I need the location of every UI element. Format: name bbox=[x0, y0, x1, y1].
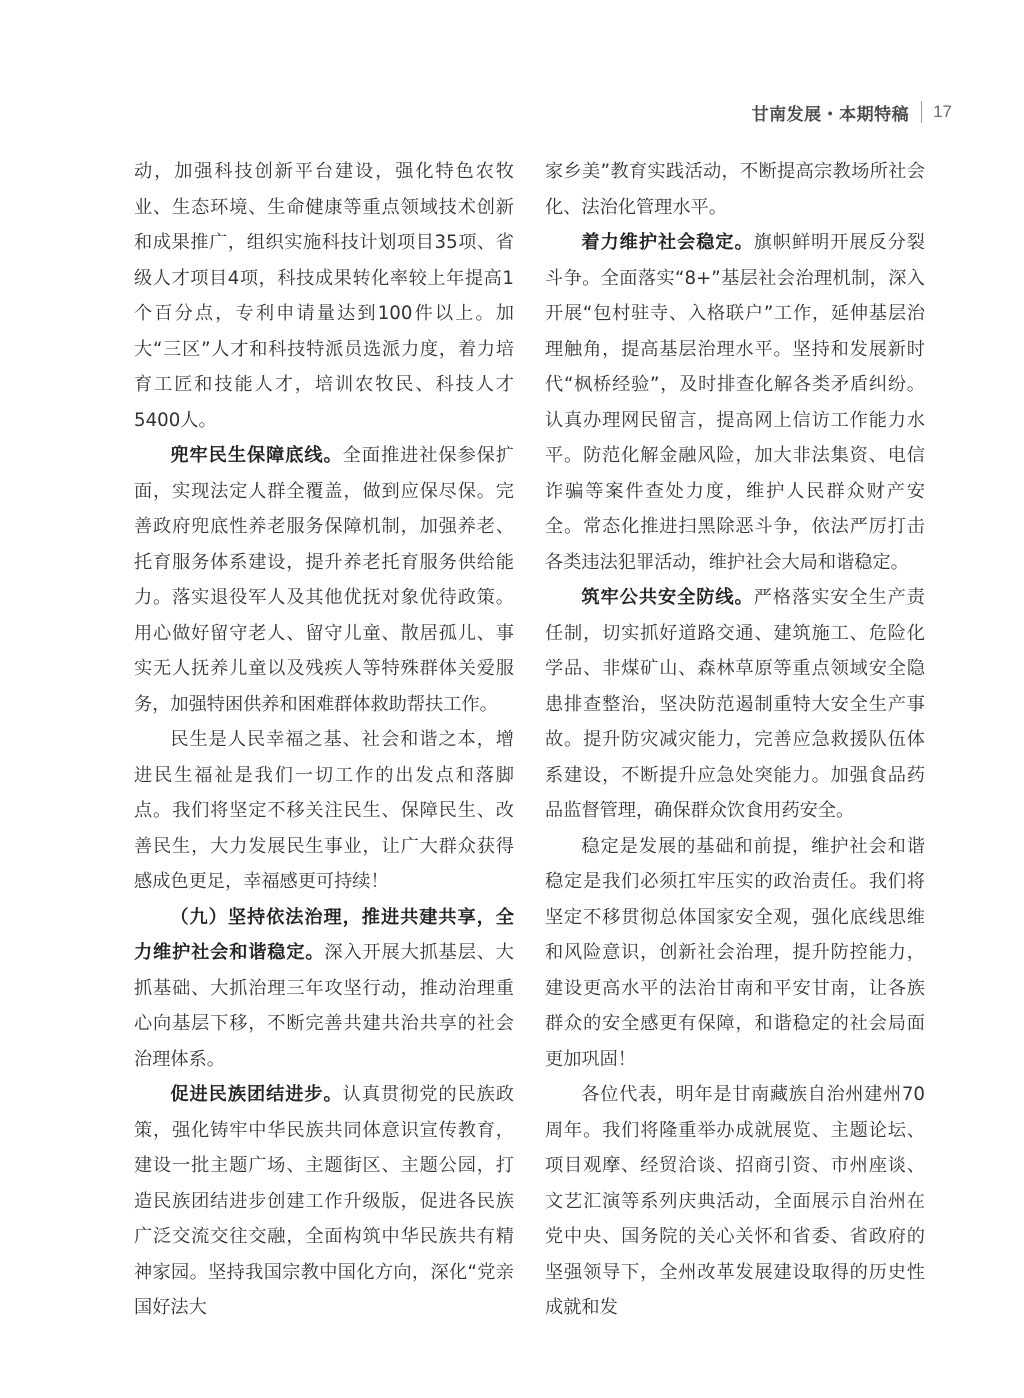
paragraph-livelihood-summary: 民生是人民幸福之基、社会和谐之本，增进民生福祉是我们一切工作的出发点和落脚点。我们将坚定不移关注民生、保障民生、改善民生，大力发展民生事业，让广大群众获得感成色更足，幸福感更可持续！ bbox=[134, 729, 514, 892]
paragraph-body: 深入开展大抓基层、大抓基础、大抓治理三年攻坚行动，推动治理重心向基层下移，不断完善共建共治共享的社会治理体系。 bbox=[134, 942, 514, 1070]
paragraph-anniversary: 各位代表，明年是甘南藏族自治州建州70周年。我们将隆重举办成就展览、主题论坛、项目观摩、经贸洽谈、招商引资、市州座谈、文艺汇演等系列庆典活动，全面展示自治州在党中央、国务院的关心关怀和省委、省政府的坚强领导下，全州改革发展建设取得的历史性成就和发 bbox=[545, 1084, 925, 1318]
paragraph-lead: 着力维护社会稳定。 bbox=[581, 232, 754, 253]
section-title: 甘南发展・本期特稿 bbox=[751, 104, 910, 125]
right-column bbox=[545, 154, 925, 1326]
paragraph-stability-summary: 稳定是发展的基础和前提，维护社会和谐稳定是我们必须扛牢压实的政治责任。我们将坚定不移贯彻总体国家安全观，强化底线思维和风险意识，创新社会治理，提升防控能力，建设更高水平的法治甘南和平安甘南，让各族群众的安全感更有保障，和谐稳定的社会局面更加巩固！ bbox=[545, 835, 925, 1070]
paragraph-body: 旗帜鲜明开展反分裂斗争。全面落实“8+”基层社会治理机制，深入开展“包村驻寺、入格联户”工作，延伸基层治理触角，提高基层治理水平。坚持和发展新时代“枫桥经验”，及时排查化解各类矛盾纠纷。认真办理网民留言，提高网上信访工作能力水平。防范化解金融风险，加大非法集资、电信诈骗等案件查处力度，维护人民群众财产安全。常态化推进扫黑除恶斗争，依法严厉打击各类违法犯罪活动，维护社会大局和谐稳定。 bbox=[545, 232, 925, 573]
paragraph-public-safety bbox=[545, 580, 925, 829]
page-number: 17 bbox=[933, 102, 952, 121]
left-column bbox=[134, 154, 514, 1326]
running-header bbox=[752, 98, 952, 126]
paragraph-lead: 筑牢公共安全防线。 bbox=[581, 587, 754, 608]
paragraph-social-stability bbox=[545, 225, 925, 580]
header-divider bbox=[921, 101, 922, 123]
paragraph-continued: 家乡美”教育实践活动，不断提高宗教场所社会化、法治化管理水平。 bbox=[545, 161, 925, 218]
paragraph-lead: 兜牢民生保障底线。 bbox=[170, 445, 343, 466]
paragraph-lead: 促进民族团结进步。 bbox=[170, 1084, 343, 1105]
paragraph-body: 严格落实安全生产责任制，切实抓好道路交通、建筑施工、危险化学品、非煤矿山、森林草原等重点领域安全隐患排查整治，坚决防范遏制重特大安全生产事故。提升防灾减灾能力，完善应急救援队伍体系建设，不断提升应急处突能力。加强食品药品监督管理，确保群众饮食用药安全。 bbox=[545, 587, 925, 821]
paragraph-body: 认真贯彻党的民族政策，强化铸牢中华民族共同体意识宣传教育，建设一批主题广场、主题街区、主题公园，打造民族团结进步创建工作升级版，促进各民族广泛交流交往交融，全面构筑中华民族共有精神家园。坚持我国宗教中国化方向，深化“党亲国好法大 bbox=[134, 1084, 514, 1318]
section-heading: （九）坚持依法治理，推进共建共享，全力维护社会和谐稳定。 bbox=[134, 906, 514, 963]
paragraph-continued: 动，加强科技创新平台建设，强化特色农牧业、生态环境、生命健康等重点领域技术创新和成果推广，组织实施科技计划项目35项、省级人才项目4项，科技成果转化率较上年提高1个百分点，专利申请量达到100件以上。加大“三区”人才和科技特派员选派力度，着力培育工匠和技能人才，培训农牧民、科技人才5400人。 bbox=[134, 161, 514, 431]
paragraph-section-nine bbox=[134, 900, 514, 1078]
paragraph-livelihood-security bbox=[134, 438, 514, 722]
paragraph-ethnic-unity bbox=[134, 1077, 514, 1326]
paragraph-body: 全面推进社保参保扩面，实现法定人群全覆盖，做到应保尽保。完善政府兜底性养老服务保障机制，加强养老、托育服务体系建设，提升养老托育服务供给能力。落实退役军人及其他优抚对象优待政策。用心做好留守老人、留守儿童、散居孤儿、事实无人抚养儿童以及残疾人等特殊群体关爱服务，加强特困供养和困难群体救助帮扶工作。 bbox=[134, 445, 514, 715]
